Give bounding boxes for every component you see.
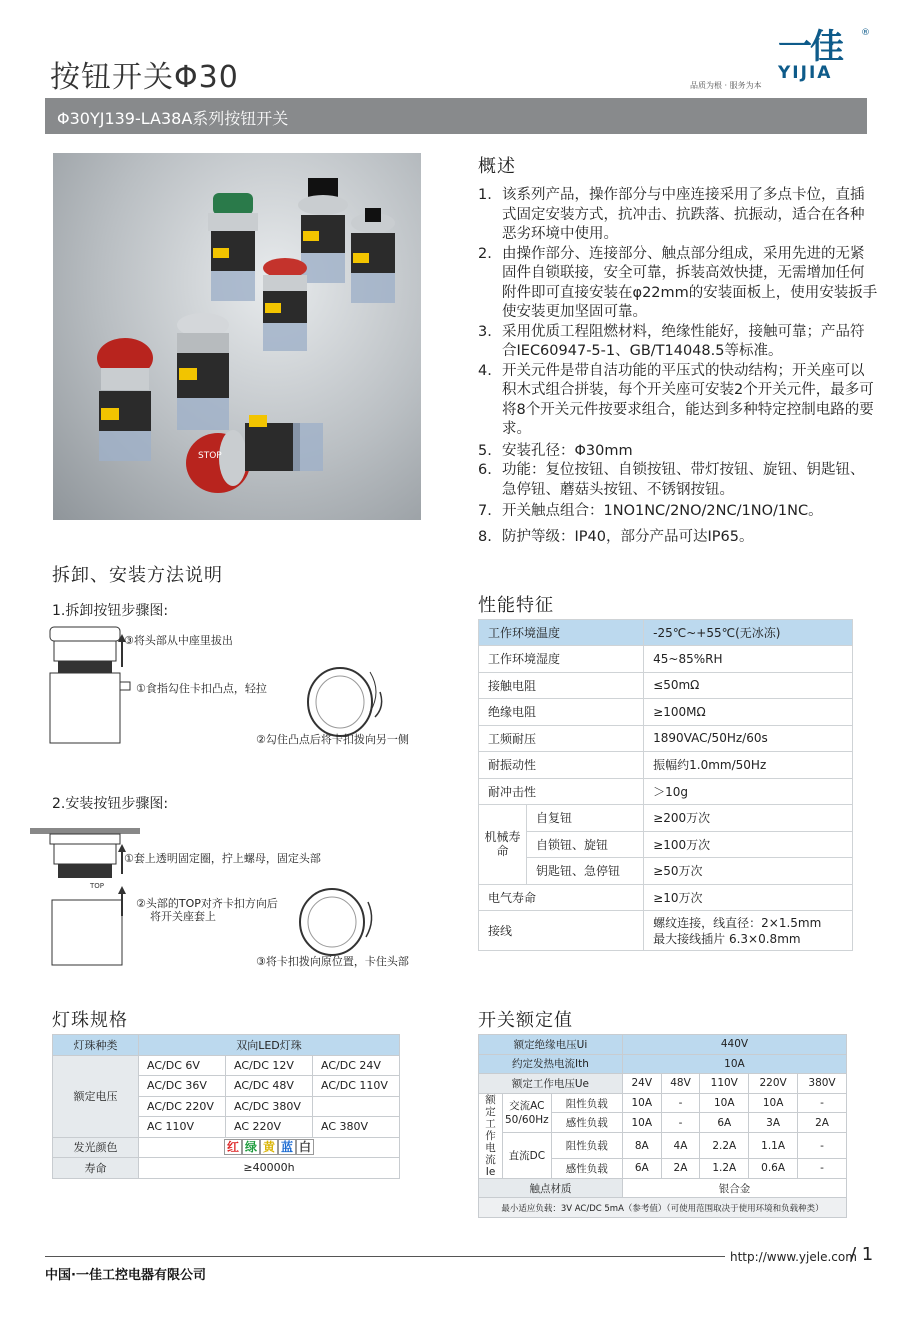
- perf-key: 耐冲击性: [479, 778, 644, 805]
- item-number: 5.: [478, 442, 492, 459]
- perf-val: -25℃~+55℃(无冰冻): [644, 620, 853, 646]
- table-row: [479, 1198, 847, 1218]
- current-cell: 2A: [798, 1113, 847, 1133]
- s1-note-a: ③将头部从中座里拔出: [124, 634, 233, 647]
- perf-val: 45~85%RH: [644, 646, 853, 673]
- load-type: 感性负载: [551, 1113, 622, 1133]
- step2-title: 2.安装按钮步骤图:: [52, 796, 169, 812]
- current-cell: 6A: [622, 1159, 661, 1179]
- current-cell: -: [661, 1113, 700, 1133]
- volt-cell: 220V: [749, 1074, 798, 1094]
- table-row: [479, 699, 853, 726]
- overview-list: [478, 186, 878, 547]
- current-cell: 10A: [622, 1113, 661, 1133]
- dc-label: 直流DC: [503, 1132, 552, 1178]
- table-row: [53, 1055, 400, 1076]
- perf-key: 钥匙钮、急停钮: [527, 858, 644, 885]
- current-cell: 4A: [661, 1132, 700, 1158]
- item-text: 功能：复位按钮、自锁按钮、带灯按钮、旋钮、钥匙钮、急停钮、蘑菇头按钮、不锈钢按钮。: [502, 462, 865, 498]
- color-blue: 蓝: [278, 1139, 296, 1155]
- table-row: [479, 620, 853, 646]
- banner-text: Φ30YJ139-LA38A系列按钮开关: [57, 109, 289, 128]
- rated-heading: 开关额定值: [478, 1010, 573, 1031]
- item-text: 由操作部分、连接部分、触点部分组成，采用先进的无紧固件自锁联接，安全可靠，拆装高效快捷，无需增加任何附件即可直接安装在φ22mm的安装面板上，使用安装扳手使安装更加坚固可靠。: [502, 245, 878, 320]
- top-mark: TOP: [90, 882, 105, 890]
- item-number: 6.: [478, 462, 492, 478]
- table-row: [479, 1093, 847, 1113]
- current-cell: 2A: [661, 1159, 700, 1179]
- s1-note-c: ②勾住凸点后将卡扣拨向另一侧: [256, 733, 409, 746]
- registered-mark: ®: [861, 28, 870, 38]
- overview-item: [478, 323, 878, 362]
- color-red: 红: [224, 1139, 242, 1155]
- current-cell: 1.1A: [749, 1132, 798, 1158]
- perf-key: 工作环境湿度: [479, 646, 644, 673]
- perf-key: 耐振动性: [479, 752, 644, 779]
- perf-val: 最大接线插片 6.3×0.8mm: [653, 931, 801, 946]
- item-text: 开关触点组合：1NO1NC/2NO/2NC/1NO/1NC。: [502, 503, 823, 519]
- step1-title: 1.拆卸按钮步骤图:: [52, 603, 169, 619]
- voltage-cell: AC/DC 48V: [226, 1076, 313, 1097]
- table-row: [479, 1054, 847, 1074]
- table-row: [479, 1132, 847, 1158]
- voltage-cell: AC/DC 24V: [313, 1055, 400, 1076]
- overview-item: [478, 362, 878, 440]
- table-row: [53, 1137, 400, 1158]
- table-row: [479, 725, 853, 752]
- perf-val: ≥100万次: [644, 831, 853, 858]
- perf-val: 螺纹连接，线直径：2×1.5mm: [653, 915, 822, 930]
- current-cell: 6A: [700, 1113, 749, 1133]
- current-cell: -: [661, 1093, 700, 1113]
- voltage-cell: AC/DC 6V: [139, 1055, 226, 1076]
- current-cell: 0.6A: [749, 1159, 798, 1179]
- perf-val: 1890VAC/50Hz/60s: [644, 725, 853, 752]
- table-row: [479, 672, 853, 699]
- perf-val: ≥100MΩ: [644, 699, 853, 726]
- color-white: 白: [296, 1139, 314, 1155]
- perf-key: 电气寿命: [479, 884, 644, 911]
- voltage-cell: [313, 1096, 400, 1117]
- current-cell: -: [798, 1132, 847, 1158]
- perf-val: ≥200万次: [644, 805, 853, 832]
- lamp-heading: 灯珠规格: [52, 1010, 128, 1031]
- performance-table: [478, 619, 853, 951]
- perf-key: 自锁钮、旋钮: [527, 831, 644, 858]
- table-row: [479, 752, 853, 779]
- item-number: 7.: [478, 503, 492, 519]
- lamp-table: [52, 1034, 400, 1179]
- material-value: 银合金: [622, 1178, 846, 1198]
- item-number: 2.: [478, 245, 492, 262]
- rated-table: [478, 1034, 847, 1218]
- table-row: [479, 831, 853, 858]
- voltage-cell: AC/DC 36V: [139, 1076, 226, 1097]
- overview-item: [478, 245, 878, 323]
- item-number: 8.: [478, 528, 492, 545]
- table-row: [479, 1178, 847, 1198]
- table-row: [479, 911, 853, 951]
- load-type: 阻性负载: [551, 1132, 622, 1158]
- lamp-col-header: 灯珠种类: [53, 1035, 139, 1056]
- company-name: 中国·一佳工控电器有限公司: [45, 1268, 206, 1283]
- color-label: 发光颜色: [53, 1137, 139, 1158]
- voltage-label: 额定电压: [53, 1055, 139, 1137]
- rated-val: 440V: [622, 1035, 846, 1055]
- item-text: 该系列产品，操作部分与中座连接采用了多点卡位，直插式固定安装方式，抗冲击、抗跌落、抗振动，适合在各种恶劣环境中使用。: [502, 187, 865, 242]
- ie-label: 额定工作电流Ie: [479, 1093, 503, 1178]
- current-cell: 10A: [749, 1093, 798, 1113]
- overview-item: [478, 502, 878, 522]
- logo-cn: 一佳: [778, 27, 842, 67]
- perf-key: 接触电阻: [479, 672, 644, 699]
- perf-key: 工作环境温度: [479, 620, 644, 646]
- perf-val: ≥50万次: [644, 858, 853, 885]
- item-text: 安装孔径：Φ30mm: [502, 442, 633, 459]
- load-type: 感性负载: [551, 1159, 622, 1179]
- mech-life-label: 机械寿命: [479, 805, 527, 885]
- slogan: 品质为根 · 服务为本: [690, 81, 762, 90]
- perf-key: 工频耐压: [479, 725, 644, 752]
- item-text: 采用优质工程阻燃材料，绝缘性能好，接触可靠；产品符合IEC60947-5-1、GB/T14048.5等标准。: [502, 323, 865, 359]
- volt-cell: 48V: [661, 1074, 700, 1094]
- table-row: [479, 1074, 847, 1094]
- table-row: [479, 884, 853, 911]
- item-number: 3.: [478, 323, 492, 340]
- overview-heading: 概述: [478, 156, 516, 177]
- ac-label: 交流AC 50/60Hz: [503, 1093, 552, 1132]
- current-cell: 10A: [622, 1093, 661, 1113]
- overview-item: [478, 528, 878, 548]
- current-cell: 8A: [622, 1132, 661, 1158]
- voltage-cell: AC 220V: [226, 1117, 313, 1138]
- stop-label: STOP: [198, 451, 222, 461]
- install-heading: 拆卸、安装方法说明: [52, 565, 223, 586]
- rated-key: 额定绝缘电压Ui: [479, 1035, 623, 1055]
- lamp-col-header: 双向LED灯珠: [139, 1035, 400, 1056]
- overview-item: [478, 461, 878, 500]
- series-banner: [45, 98, 867, 134]
- perf-val: ≥10万次: [644, 884, 853, 911]
- perf-key: 自复钮: [527, 805, 644, 832]
- table-row: [479, 1035, 847, 1055]
- life-label: 寿命: [53, 1158, 139, 1179]
- volt-cell: 24V: [622, 1074, 661, 1094]
- page-number: / 1: [850, 1244, 874, 1265]
- current-cell: -: [798, 1159, 847, 1179]
- current-cell: 3A: [749, 1113, 798, 1133]
- rated-val: 10A: [622, 1054, 846, 1074]
- voltage-cell: AC 110V: [139, 1117, 226, 1138]
- voltage-cell: AC/DC 12V: [226, 1055, 313, 1076]
- material-label: 触点材质: [479, 1178, 623, 1198]
- s1-note-b: ①食指勾住卡扣凸点，轻拉: [136, 682, 267, 695]
- life-value: ≥40000h: [139, 1158, 400, 1179]
- perf-key: 接线: [479, 911, 644, 951]
- table-row: [479, 805, 853, 832]
- item-number: 1.: [478, 187, 492, 203]
- voltage-cell: AC 380V: [313, 1117, 400, 1138]
- rated-key: 约定发热电流Ith: [479, 1054, 623, 1074]
- table-row: [479, 778, 853, 805]
- footer-divider: [45, 1256, 725, 1257]
- current-cell: 2.2A: [700, 1132, 749, 1158]
- logo-en: YIJIA: [778, 63, 833, 83]
- s2-note-b1: ②头部的TOP对齐卡扣方向后: [136, 897, 278, 910]
- s2-note-c: ③将卡扣拨向原位置，卡住头部: [256, 955, 409, 968]
- item-text: 防护等级：IP40，部分产品可达IP65。: [502, 528, 754, 545]
- brand-logo: [778, 27, 870, 88]
- current-cell: -: [798, 1093, 847, 1113]
- color-yellow: 黄: [260, 1139, 278, 1155]
- overview-item: [478, 186, 878, 245]
- item-text: 开关元件是带自洁功能的平压式的快动结构；开关座可以积木式组合拼装，每个开关座可安装2个开关元件，最多可将8个开关元件按要求组合，能达到多种特定控制电路的要求。: [502, 362, 874, 437]
- volt-cell: 110V: [700, 1074, 749, 1094]
- current-cell: 1.2A: [700, 1159, 749, 1179]
- color-green: 绿: [242, 1139, 260, 1155]
- item-number: 4.: [478, 362, 492, 379]
- perf-val: 振幅约1.0mm/50Hz: [644, 752, 853, 779]
- voltage-cell: AC/DC 220V: [139, 1096, 226, 1117]
- product-photo: [53, 153, 421, 520]
- overview-item: [478, 442, 878, 462]
- table-row: [479, 858, 853, 885]
- website-link[interactable]: http://www.yjele.com: [730, 1250, 857, 1264]
- perf-val: ＞10g: [644, 778, 853, 805]
- page-title: 按钮开关Φ30: [50, 60, 239, 95]
- s2-note-b2: 将开关座套上: [150, 910, 216, 923]
- table-row: [53, 1158, 400, 1179]
- voltage-cell: AC/DC 380V: [226, 1096, 313, 1117]
- perf-val: ≤50mΩ: [644, 672, 853, 699]
- performance-heading: 性能特征: [478, 595, 554, 616]
- voltage-cell: AC/DC 110V: [313, 1076, 400, 1097]
- perf-key: 绝缘电阻: [479, 699, 644, 726]
- s2-note-a: ①套上透明固定圈，拧上螺母，固定头部: [124, 852, 321, 865]
- current-cell: 10A: [700, 1093, 749, 1113]
- min-load-note: 最小适应负载：3V AC/DC 5mA（参考值）（可使用范围取决于使用环境和负载种类）: [479, 1198, 847, 1218]
- table-row: [53, 1035, 400, 1056]
- rated-key: 额定工作电压Ue: [479, 1074, 623, 1094]
- table-row: [479, 646, 853, 673]
- load-type: 阻性负载: [551, 1093, 622, 1113]
- volt-cell: 380V: [798, 1074, 847, 1094]
